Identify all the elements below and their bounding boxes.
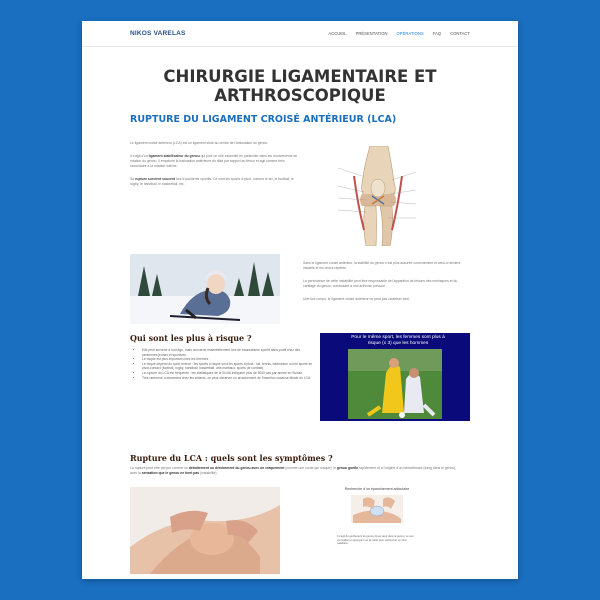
- symptoms-paragraph: La rupture peut être perçue comme un déboîtement ou dérobement du genou avec un craquement (comme une corde qui craque), le genou gonfle rapidement et a l'origine d'un hémarthrose (sang dans le genou), avec la sensation que le genou ne tient pas (instabilité).: [130, 466, 457, 475]
- page-title-line1: CHIRURGIE LIGAMENTAIRE ET: [163, 67, 437, 86]
- risk-list: [130, 348, 315, 380]
- knee-anatomy-illustration: [332, 146, 422, 246]
- symptoms-heading: Rupture du LCA : quels sont les symptômes ?: [130, 453, 333, 463]
- section2-paragraph-2: La persistance de cette instabilité peut être responsable de l'apparition de lésions des ménisques et du cartilage du genou, conduisant à une arthrose précoce.: [303, 279, 458, 288]
- main-nav: [328, 31, 470, 36]
- risk-item: • La rupture du LCA est fréquente : les statistiques de la SUVA indiquent plus de 5000 cas par année en Suisse.: [142, 371, 315, 376]
- site-brand[interactable]: NIKOS VARELAS: [130, 30, 186, 37]
- skier-photo: [130, 254, 280, 324]
- intro-paragraph-2: Il s'agit d'un ligament stabilisateur du genou qui joue un rôle essentiel en particulier dans les mouvements de rotation du genou. Il empêche la translation antérieure du tibia par rapport au fémur et agit comme frein secondaire à la rotation interne.: [130, 154, 298, 168]
- risk-heading: Qui sont les plus à risque ?: [130, 333, 252, 343]
- risk-section: [130, 333, 470, 429]
- soccer-caption: Pour le même sport, les femmes sont plus à risque (x 3) que les hommes: [351, 335, 445, 346]
- page-card: [82, 21, 518, 579]
- nav-accueil[interactable]: ACCUEIL: [328, 31, 347, 36]
- knee-exam-diagram: [337, 491, 417, 527]
- nav-presentation[interactable]: PRÉSENTATION: [355, 31, 388, 36]
- diagram-block: [337, 487, 417, 546]
- page-title: [82, 67, 518, 105]
- symptoms-section: [130, 453, 470, 476]
- nav-operations[interactable]: OPÉRATIONS: [396, 31, 424, 36]
- risk-item: • Le risque dépend du sport exercé : les sports à risque sont les sports à pivot : ski, tennis, badminton ou les sports en pivot-contact (football, rugby, handball, basketball, arts martiaux, sports de combat).: [142, 362, 315, 371]
- intro-paragraph-3: Sa rupture survient souvent lors d'accidents sportifs. Ce sont les sports à pivot, comme le ski, le football, le rugby, le handball, le basketball, etc.: [130, 177, 294, 186]
- page-title-line2: ARTHROSCOPIQUE: [214, 86, 386, 105]
- knee-photo: [130, 487, 280, 574]
- top-navbar: [82, 21, 518, 47]
- intro-paragraph-1: Le ligament croisé antérieur (LCA) est un ligament situé au centre de l'articulation du genou.: [130, 141, 269, 145]
- intro-column: [130, 141, 300, 187]
- section-subtitle: RUPTURE DU LIGAMENT CROISÉ ANTÉRIEUR (LCA): [130, 114, 397, 125]
- risk-item: • Le risque est plus important chez les femmes.: [142, 357, 315, 362]
- section2-paragraph-1: Sans le ligament croisé antérieur, la stabilité du genou n'est plus assurée correctement et celui-ci devient instable et les chocs répétés.: [303, 261, 461, 270]
- section2-paragraph-3: Une fois rompu, le ligament croisé antérieur ne peut pas cicatriser seul.: [303, 297, 410, 301]
- skier-section-text: [303, 261, 470, 310]
- risk-item: • Elle peut survenir à tout âge, mais concerne essentiellement lors de traumatisme sportif dans profil chez des personnes jeunes et sportives.: [142, 348, 315, 357]
- diagram-title: Recherche d'un épanchement articulaire: [344, 487, 410, 491]
- nav-contact[interactable]: CONTACT: [450, 31, 470, 36]
- diagram-caption: Il s'agit du gonflement du genou dû au sang dans le genou. Le test est réalisé en appuyant sur la rotule pour rechercher un choc patellaire.: [337, 535, 414, 546]
- nav-faq[interactable]: FAQ: [432, 31, 442, 36]
- skier-section: [130, 254, 470, 324]
- soccer-photo-panel: [320, 333, 470, 421]
- risk-item: • Très rarement, notamment chez les enfants, on peut observer un arrachement de l'insertion osseuse tibiale du LCA.: [142, 376, 315, 381]
